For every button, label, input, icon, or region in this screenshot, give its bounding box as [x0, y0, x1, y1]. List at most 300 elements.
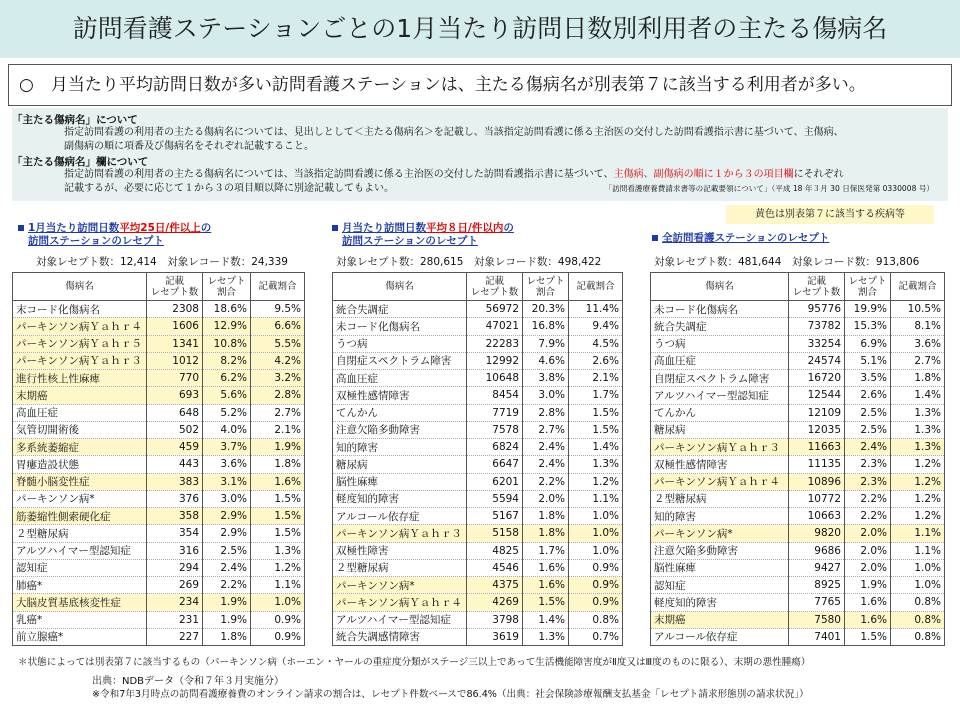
cell-share: 1.3% — [891, 404, 945, 421]
panel-2-counts: 対象レセプト数：280,615 対象レコード数：498,422 — [336, 256, 602, 268]
cell-count: 6201 — [467, 473, 523, 490]
cell-count: 12035 — [789, 421, 845, 438]
table-row — [13, 611, 305, 628]
cell-ratio: 18.6% — [203, 301, 251, 318]
cell-count: 56972 — [467, 301, 523, 318]
col-disease-header: 傷病名 — [13, 273, 147, 301]
square-bullet-icon — [18, 225, 24, 231]
table-row — [333, 301, 623, 318]
cell-disease: ２型糖尿病 — [333, 559, 467, 576]
cell-share: 1.0% — [569, 508, 623, 525]
cell-share: 0.9% — [569, 559, 623, 576]
cell-ratio: 16.8% — [523, 318, 569, 335]
cell-ratio: 2.5% — [845, 421, 891, 438]
table-row — [13, 387, 305, 404]
cell-count: 443 — [147, 456, 203, 473]
panel-2-title-pre: 月当たり訪問日数 — [342, 222, 426, 234]
cell-ratio: 3.6% — [203, 456, 251, 473]
cell-count: 10648 — [467, 370, 523, 387]
cell-count: 5158 — [467, 525, 523, 542]
cell-count: 234 — [147, 594, 203, 611]
cell-ratio: 2.9% — [203, 525, 251, 542]
table-row — [651, 542, 945, 559]
cell-share: 1.6% — [251, 473, 305, 490]
note-source: 「訪問看護療養費請求書等の記載要領について」（平成 18 年３月 30 日保医発第 0330008 号） — [604, 184, 934, 193]
cell-ratio: 1.3% — [523, 628, 569, 645]
col-share-header: 記載割合 — [891, 273, 945, 301]
cell-count: 12992 — [467, 352, 523, 369]
cell-count: 1012 — [147, 352, 203, 369]
panel-2-title-highlight: 平均８日/件以内 — [426, 222, 504, 234]
cell-share: 3.2% — [251, 370, 305, 387]
cell-share: 2.7% — [891, 352, 945, 369]
col-ratio-header: レセプト 割合 — [845, 273, 891, 301]
cell-disease: アルツハイマー型認知症 — [13, 542, 147, 559]
cell-count: 4269 — [467, 594, 523, 611]
cell-count: 16720 — [789, 370, 845, 387]
cell-ratio: 2.3% — [845, 456, 891, 473]
col-ratio-header: レセプト 割合 — [203, 273, 251, 301]
cell-share: 0.8% — [569, 611, 623, 628]
cell-disease: 自閉症スペクトラム障害 — [333, 352, 467, 369]
table-row — [333, 525, 623, 542]
cell-share: 1.2% — [891, 456, 945, 473]
note-body-2-text-a: 指定訪問看護の利用者の主たる傷病名については、当該指定訪問看護に係る主治医の交付した訪問看護指示書に基づいて、 — [64, 169, 614, 180]
cell-count: 354 — [147, 525, 203, 542]
page-title: 訪問看護ステーションごとの1月当たり訪問日数別利用者の主たる傷病名 — [72, 14, 888, 43]
cell-count: 459 — [147, 439, 203, 456]
table-row — [13, 421, 305, 438]
cell-count: 9686 — [789, 542, 845, 559]
table-row — [651, 611, 945, 628]
panel-1-counts: 対象レセプト数：12,414 対象レコード数：24,339 — [36, 256, 288, 268]
square-bullet-icon — [332, 225, 338, 231]
cell-ratio: 19.9% — [845, 301, 891, 318]
table-row — [13, 301, 305, 318]
table-row — [333, 559, 623, 576]
cell-ratio: 1.9% — [203, 594, 251, 611]
cell-ratio: 2.2% — [845, 508, 891, 525]
cell-ratio: 4.6% — [523, 352, 569, 369]
table-row — [13, 628, 305, 645]
cell-count: 9427 — [789, 559, 845, 576]
cell-share: 1.3% — [891, 439, 945, 456]
footnote: ＊状態によっては別表第７に該当するもの（パーキンソン病（ホーエン・ヤールの重症度分類がステージ三以上であって生活機能障害度がⅡ度又はⅢ度のものに限る）、末期の悪性腫瘍） — [18, 657, 811, 668]
cell-disease: パーキンソン病Ｙａｈｒ５ — [13, 335, 147, 352]
cell-disease: アルコール依存症 — [333, 508, 467, 525]
cell-share: 10.5% — [891, 301, 945, 318]
cell-count: 3619 — [467, 628, 523, 645]
table-row — [13, 559, 305, 576]
cell-disease: 双極性感情障害 — [651, 456, 789, 473]
table-row — [333, 387, 623, 404]
cell-ratio: 15.3% — [845, 318, 891, 335]
cell-ratio: 2.4% — [203, 559, 251, 576]
cell-share: 1.0% — [891, 577, 945, 594]
cell-count: 376 — [147, 490, 203, 507]
cell-disease: うつ病 — [651, 335, 789, 352]
table-row — [651, 508, 945, 525]
panel-3-title — [652, 232, 829, 245]
table-row — [333, 370, 623, 387]
cell-disease: パーキンソン病Ｙａｈｒ３ — [651, 439, 789, 456]
cell-share: 1.3% — [569, 456, 623, 473]
cell-disease: 知的障害 — [333, 439, 467, 456]
cell-ratio: 1.8% — [523, 508, 569, 525]
cell-count: 7578 — [467, 421, 523, 438]
cell-ratio: 1.7% — [523, 542, 569, 559]
cell-count: 73782 — [789, 318, 845, 335]
col-share-header: 記載割合 — [569, 273, 623, 301]
table-row — [13, 525, 305, 542]
cell-share: 1.0% — [891, 559, 945, 576]
cell-count: 648 — [147, 404, 203, 421]
cell-ratio: 1.9% — [845, 577, 891, 594]
cell-share: 4.2% — [251, 352, 305, 369]
panel-2-title-post: の — [503, 222, 514, 234]
panel-1-table — [12, 272, 305, 646]
cell-ratio: 1.5% — [523, 594, 569, 611]
cell-disease: パーキンソン病Ｙａｈｒ３ — [13, 352, 147, 369]
cell-disease: 統合失調症 — [651, 318, 789, 335]
cell-disease: パーキンソン病Ｙａｈｒ４ — [333, 594, 467, 611]
cell-share: 1.2% — [569, 473, 623, 490]
panel-3-title-pre: 全訪問看護ステーションのレセプト — [662, 232, 830, 244]
table-row — [651, 594, 945, 611]
cell-share: 8.1% — [891, 318, 945, 335]
cell-share: 0.8% — [891, 611, 945, 628]
cell-count: 1606 — [147, 318, 203, 335]
col-disease-header: 傷病名 — [651, 273, 789, 301]
table-row — [333, 577, 623, 594]
cell-count: 7580 — [789, 611, 845, 628]
table-row — [333, 611, 623, 628]
cell-share: 1.0% — [569, 525, 623, 542]
cell-ratio: 3.0% — [203, 490, 251, 507]
cell-disease: うつ病 — [333, 335, 467, 352]
cell-share: 0.8% — [891, 594, 945, 611]
cell-disease: アルコール依存症 — [651, 628, 789, 645]
cell-ratio: 3.0% — [523, 387, 569, 404]
cell-disease: 未コード化傷病名 — [651, 301, 789, 318]
cell-ratio: 1.6% — [845, 611, 891, 628]
cell-count: 11663 — [789, 439, 845, 456]
cell-ratio: 4.0% — [203, 421, 251, 438]
cell-disease: パーキンソン病Ｙａｈｒ４ — [651, 473, 789, 490]
note-body-2-line-2: 記載するが、必要に応じて１から３の項目順以降に別途記載してもよい。 — [64, 183, 394, 194]
cell-share: 1.2% — [891, 508, 945, 525]
cell-share: 0.9% — [251, 628, 305, 645]
cell-disease: 乳癌* — [13, 611, 147, 628]
cell-share: 1.1% — [251, 577, 305, 594]
cell-ratio: 2.3% — [845, 473, 891, 490]
cell-count: 7719 — [467, 404, 523, 421]
cell-share: 1.1% — [891, 542, 945, 559]
cell-disease: 未コード化傷病名 — [333, 318, 467, 335]
cell-ratio: 2.7% — [523, 421, 569, 438]
cell-count: 10663 — [789, 508, 845, 525]
summary-text: ○ 月当たり平均訪問日数が多い訪問看護ステーションは、主たる傷病名が別表第７に該当する利用者が多い。 — [19, 75, 866, 95]
note-body-2-line-1 — [64, 168, 844, 182]
cell-share: 3.6% — [891, 335, 945, 352]
cell-count: 8925 — [789, 577, 845, 594]
table-row — [333, 508, 623, 525]
cell-count: 8454 — [467, 387, 523, 404]
cell-ratio: 1.5% — [845, 628, 891, 645]
cell-count: 269 — [147, 577, 203, 594]
cell-disease: 脊髄小脳変性症 — [13, 473, 147, 490]
table-row — [13, 404, 305, 421]
cell-ratio: 1.4% — [523, 611, 569, 628]
cell-disease: ２型糖尿病 — [651, 490, 789, 507]
cell-count: 9820 — [789, 525, 845, 542]
panel-3-table — [650, 272, 945, 646]
cell-share: 5.5% — [251, 335, 305, 352]
cell-count: 294 — [147, 559, 203, 576]
table-row — [651, 525, 945, 542]
cell-disease: 軽度知的障害 — [333, 490, 467, 507]
cell-disease: パーキンソン病Ｙａｈｒ４ — [13, 318, 147, 335]
cell-share: 0.7% — [569, 628, 623, 645]
cell-disease: パーキンソン病Ｙａｈｒ３ — [333, 525, 467, 542]
cell-count: 4375 — [467, 577, 523, 594]
col-ratio-header: レセプト 割合 — [523, 273, 569, 301]
table-row — [13, 542, 305, 559]
panel-1-title-pre: 1月当たり訪問日数 — [28, 222, 120, 234]
cell-disease: 肺癌* — [13, 577, 147, 594]
cell-count: 1341 — [147, 335, 203, 352]
table-row — [333, 456, 623, 473]
table-row — [13, 318, 305, 335]
cell-ratio: 2.9% — [203, 508, 251, 525]
cell-disease: 双極性障害 — [333, 542, 467, 559]
panel-3-counts: 対象レセプト数：481,644 対象レコード数：913,806 — [654, 256, 920, 268]
cell-disease: パーキンソン病* — [651, 525, 789, 542]
note-body-1-line-2: 副傷病の順に項番及び傷病名をそれぞれ記載すること。 — [64, 141, 314, 152]
cell-disease: 多系統萎縮症 — [13, 439, 147, 456]
table-row — [333, 318, 623, 335]
cell-share: 0.9% — [569, 577, 623, 594]
table-row — [651, 456, 945, 473]
table-row — [13, 577, 305, 594]
table-row — [651, 577, 945, 594]
panel-1-title — [18, 222, 211, 248]
cell-disease: 末期癌 — [13, 387, 147, 404]
table-row — [333, 542, 623, 559]
cell-ratio: 3.5% — [845, 370, 891, 387]
cell-share: 1.1% — [891, 525, 945, 542]
cell-share: 1.3% — [891, 421, 945, 438]
cell-ratio: 1.8% — [203, 628, 251, 645]
cell-ratio: 6.9% — [845, 335, 891, 352]
table-row — [333, 335, 623, 352]
cell-share: 9.4% — [569, 318, 623, 335]
col-count-header: 記載 レセプト数 — [467, 273, 523, 301]
cell-ratio: 5.6% — [203, 387, 251, 404]
cell-count: 12109 — [789, 404, 845, 421]
cell-share: 1.5% — [251, 508, 305, 525]
cell-disease: 軽度知的障害 — [651, 594, 789, 611]
cell-share: 2.1% — [251, 421, 305, 438]
table-row — [651, 439, 945, 456]
cell-disease: アルツハイマー型認知症 — [651, 387, 789, 404]
cell-ratio: 1.6% — [523, 577, 569, 594]
panel-2-table — [332, 272, 623, 646]
cell-share: 1.2% — [251, 559, 305, 576]
cell-ratio: 2.0% — [845, 525, 891, 542]
cell-share: 2.7% — [251, 404, 305, 421]
table-row — [333, 628, 623, 645]
cell-ratio: 2.8% — [523, 404, 569, 421]
panel-1-title-highlight: 平均25日/件以上 — [119, 222, 201, 234]
cell-disease: 知的障害 — [651, 508, 789, 525]
cell-ratio: 1.8% — [523, 525, 569, 542]
cell-ratio: 12.9% — [203, 318, 251, 335]
cell-count: 227 — [147, 628, 203, 645]
table-row — [651, 318, 945, 335]
cell-share: 1.2% — [891, 473, 945, 490]
cell-ratio: 3.7% — [203, 439, 251, 456]
table-row — [333, 352, 623, 369]
cell-ratio: 2.0% — [523, 490, 569, 507]
cell-count: 6647 — [467, 456, 523, 473]
panel-2-title — [332, 222, 514, 248]
table-row — [333, 594, 623, 611]
source-line-2: ※令和7年3月時点の訪問看護療養費のオンライン請求の割合は、レセプト件数ベースで86.4%（出典：社会保険診療報酬支払基金「レセプト請求形態別の請求状況」） — [92, 689, 809, 700]
cell-share: 1.4% — [891, 387, 945, 404]
square-bullet-icon — [652, 235, 658, 241]
cell-ratio: 1.6% — [845, 594, 891, 611]
cell-ratio: 2.5% — [203, 542, 251, 559]
cell-ratio: 3.8% — [523, 370, 569, 387]
cell-share: 0.9% — [251, 611, 305, 628]
cell-ratio: 20.3% — [523, 301, 569, 318]
table-row — [333, 404, 623, 421]
note-heading-2: 「主たる傷病名」欄について — [12, 156, 149, 168]
cell-share: 1.3% — [251, 542, 305, 559]
cell-disease: 高血圧症 — [333, 370, 467, 387]
table-row — [651, 421, 945, 438]
cell-count: 12544 — [789, 387, 845, 404]
cell-share: 1.2% — [891, 490, 945, 507]
table-row — [13, 439, 305, 456]
table-row — [651, 352, 945, 369]
cell-ratio: 3.1% — [203, 473, 251, 490]
cell-ratio: 1.6% — [523, 559, 569, 576]
cell-share: 6.6% — [251, 318, 305, 335]
cell-count: 47021 — [467, 318, 523, 335]
cell-disease: 認知症 — [651, 577, 789, 594]
cell-share: 1.5% — [251, 490, 305, 507]
table-row — [13, 508, 305, 525]
panel-2-title-line2: 訪問ステーションのレセプト — [342, 235, 478, 247]
table-row — [651, 559, 945, 576]
cell-count: 3798 — [467, 611, 523, 628]
note-body-2-highlight: 主傷病、副傷病の順に１から３の項目欄 — [613, 169, 794, 180]
col-disease-header: 傷病名 — [333, 273, 467, 301]
cell-disease: 統合失調感情障害 — [333, 628, 467, 645]
cell-ratio: 6.2% — [203, 370, 251, 387]
cell-disease: パーキンソン病* — [13, 490, 147, 507]
cell-share: 1.5% — [569, 404, 623, 421]
cell-count: 10896 — [789, 473, 845, 490]
cell-disease: 自閉症スペクトラム障害 — [651, 370, 789, 387]
cell-share: 1.0% — [251, 594, 305, 611]
cell-ratio: 10.8% — [203, 335, 251, 352]
table-row — [333, 421, 623, 438]
cell-count: 316 — [147, 542, 203, 559]
cell-disease: 統合失調症 — [333, 301, 467, 318]
source-line-1: 出典：NDBデータ（令和７年３月実施分） — [92, 676, 285, 687]
cell-ratio: 2.4% — [845, 439, 891, 456]
table-row — [13, 370, 305, 387]
cell-disease: 糖尿病 — [333, 456, 467, 473]
cell-ratio: 2.0% — [845, 542, 891, 559]
cell-disease: ２型糖尿病 — [13, 525, 147, 542]
cell-share: 0.9% — [569, 594, 623, 611]
cell-count: 95776 — [789, 301, 845, 318]
cell-count: 5167 — [467, 508, 523, 525]
cell-disease: 注意欠陥多動障害 — [651, 542, 789, 559]
cell-count: 383 — [147, 473, 203, 490]
cell-share: 1.8% — [251, 456, 305, 473]
cell-ratio: 1.9% — [203, 611, 251, 628]
note-body-2-text-b: にそれぞれ — [793, 169, 844, 180]
cell-disease: 糖尿病 — [651, 421, 789, 438]
cell-count: 231 — [147, 611, 203, 628]
table-row — [651, 335, 945, 352]
cell-share: 1.9% — [251, 439, 305, 456]
cell-share: 2.1% — [569, 370, 623, 387]
col-share-header: 記載割合 — [251, 273, 305, 301]
cell-disease: 大脳皮質基底核変性症 — [13, 594, 147, 611]
cell-disease: 高血圧症 — [651, 352, 789, 369]
cell-count: 24574 — [789, 352, 845, 369]
cell-count: 33254 — [789, 335, 845, 352]
cell-disease: アルツハイマー型認知症 — [333, 611, 467, 628]
cell-ratio: 2.4% — [523, 439, 569, 456]
cell-share: 1.0% — [569, 542, 623, 559]
cell-disease: 胃瘻造設状態 — [13, 456, 147, 473]
table-row — [651, 490, 945, 507]
cell-ratio: 2.0% — [845, 559, 891, 576]
cell-disease: 高血圧症 — [13, 404, 147, 421]
cell-disease: 認知症 — [13, 559, 147, 576]
cell-disease: 双極性感情障害 — [333, 387, 467, 404]
yellow-legend: 黄色は別表第７に該当する疾病等 — [726, 205, 934, 224]
table-row — [333, 473, 623, 490]
panel-1-title-post: の — [200, 222, 212, 234]
table-row — [13, 352, 305, 369]
cell-disease: てんかん — [333, 404, 467, 421]
cell-count: 7765 — [789, 594, 845, 611]
cell-ratio: 8.2% — [203, 352, 251, 369]
cell-ratio: 2.2% — [523, 473, 569, 490]
table-row — [651, 387, 945, 404]
table-row — [651, 370, 945, 387]
cell-ratio: 2.5% — [845, 404, 891, 421]
cell-disease: 進行性核上性麻痺 — [13, 370, 147, 387]
cell-share: 1.1% — [569, 490, 623, 507]
cell-count: 4546 — [467, 559, 523, 576]
cell-count: 7401 — [789, 628, 845, 645]
cell-disease: 気管切開術後 — [13, 421, 147, 438]
cell-ratio: 7.9% — [523, 335, 569, 352]
cell-count: 6824 — [467, 439, 523, 456]
note-body-1-line-1: 指定訪問看護の利用者の主たる傷病名については、見出しとして＜主たる傷病名＞を記載し、当該指定訪問看護に係る主治医の交付した訪問看護指示書に基づいて、主傷病、 — [64, 127, 844, 138]
cell-count: 5594 — [467, 490, 523, 507]
cell-disease: 脳性麻痺 — [333, 473, 467, 490]
